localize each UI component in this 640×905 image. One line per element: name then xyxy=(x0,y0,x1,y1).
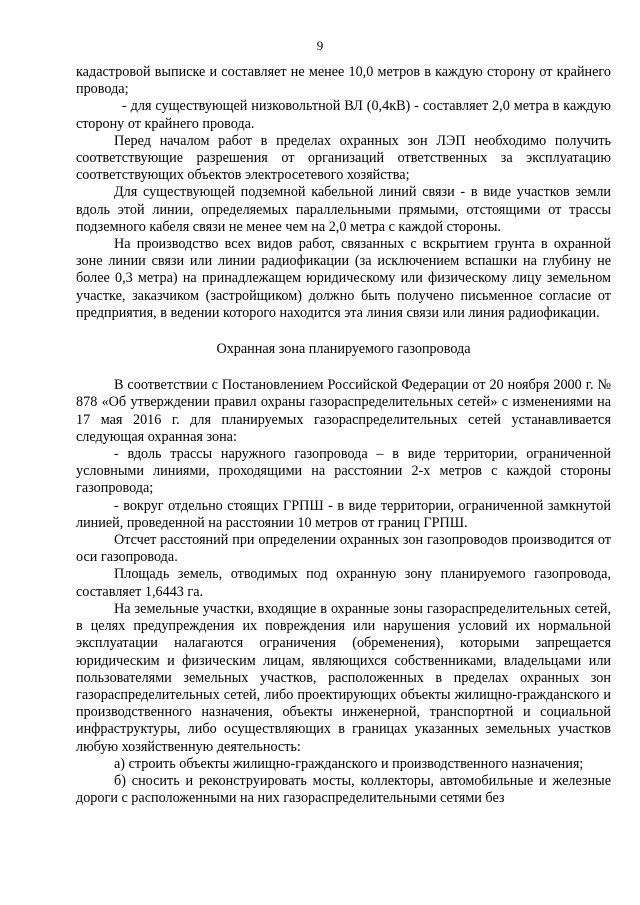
paragraph-cable-line: Для существующей подземной кабельной линий связи - в виде участков земли вдоль этой линии, определяемых параллельными прямыми, отстоящими от трассы подземного кабеля связи не менее чем на 2,0 метра с каждой стороны. xyxy=(76,184,611,235)
paragraph-low-voltage-line: - для существующей низковольтной ВЛ (0,4кВ) - составляет 2,0 метра в каждую сторону от крайнего провода. xyxy=(76,98,611,132)
paragraph-zone-around-grpsh: - вокруг отдельно стоящих ГРПШ - в виде территории, ограниченной замкнутой линией, проведенной на расстоянии 10 метров от границ ГРПШ. xyxy=(76,497,611,531)
page-number: 9 xyxy=(316,38,324,53)
paragraph-zone-area: Площадь земель, отводимых под охранную зону планируемого газопровода, составляет 1,6443 га. xyxy=(76,566,611,600)
paragraph-distance-reference: Отсчет расстояний при определении охранных зон газопроводов производится от оси газопровода. xyxy=(76,532,611,566)
paragraph-permits: Перед началом работ в пределах охранных зон ЛЭП необходимо получить соответствующие разрешения от организаций ответственных за эксплуатацию соответствующих объектов электросетевого хозяйства; xyxy=(76,132,611,184)
paragraph-restriction-a: а) строить объекты жилищно-гражданского и производственного назначения; xyxy=(114,755,584,772)
paragraph-excavation-works: На производство всех видов работ, связанных с вскрытием грунта в охранной зоне линии связи или линии радиофикации (за исключением вспашки на глубину не более 0,3 метра) на принадлежащем юридическому или физическому лицу земельном участке, заказчиком (застройщиком) должно быть получено письменное согласие от предприятия, в ведении которого находится эта линия связи или линия радиофикации. xyxy=(76,236,611,321)
section-title-gas-pipeline-zone: Охранная зона планируемого газопровода xyxy=(216,341,471,358)
paragraph-cadastral-continuation: кадастровой выписке и составляет не менее 10,0 метров в каждую сторону от крайнего провода; xyxy=(76,64,611,98)
paragraph-restrictions: На земельные участки, входящие в охранные зоны газораспределительных сетей, в целях предупреждения их повреждения или нарушения условий их нормальной эксплуатации налагаются ограничения (обременения), которыми запрещается юридическим и физическим лицам, являющихся собственниками, владельцами или пользователями земельных участков, расположенных в пределах охранных зон газораспределительных сетей, либо проектирующих объекты жилищно-гражданского и производственного назначения, объекты инженерной, транспортной и социальной инфраструктуры, либо осуществляющих в границах указанных земельных участков любую хозяйственную деятельность: xyxy=(76,600,611,755)
paragraph-restriction-b: б) сносить и реконструировать мосты, коллекторы, автомобильные и железные дороги с расположенными на них газораспределительными сетями без xyxy=(76,772,611,807)
document-body xyxy=(76,64,611,807)
paragraph-regulation: В соответствии с Постановлением Российской Федерации от 20 ноября 2000 г. № 878 «Об утверждении правил охраны газораспределительных сетей» с изменениями на 17 мая 2016 г. для планируемых газораспределительных сетей устанавливается следующая охранная зона: xyxy=(76,377,611,445)
paragraph-zone-along-pipeline: - вдоль трассы наружного газопровода – в виде территории, ограниченной условными линиями, проходящими на расстоянии 2-х метров с каждой стороны газопровода; xyxy=(76,446,611,497)
